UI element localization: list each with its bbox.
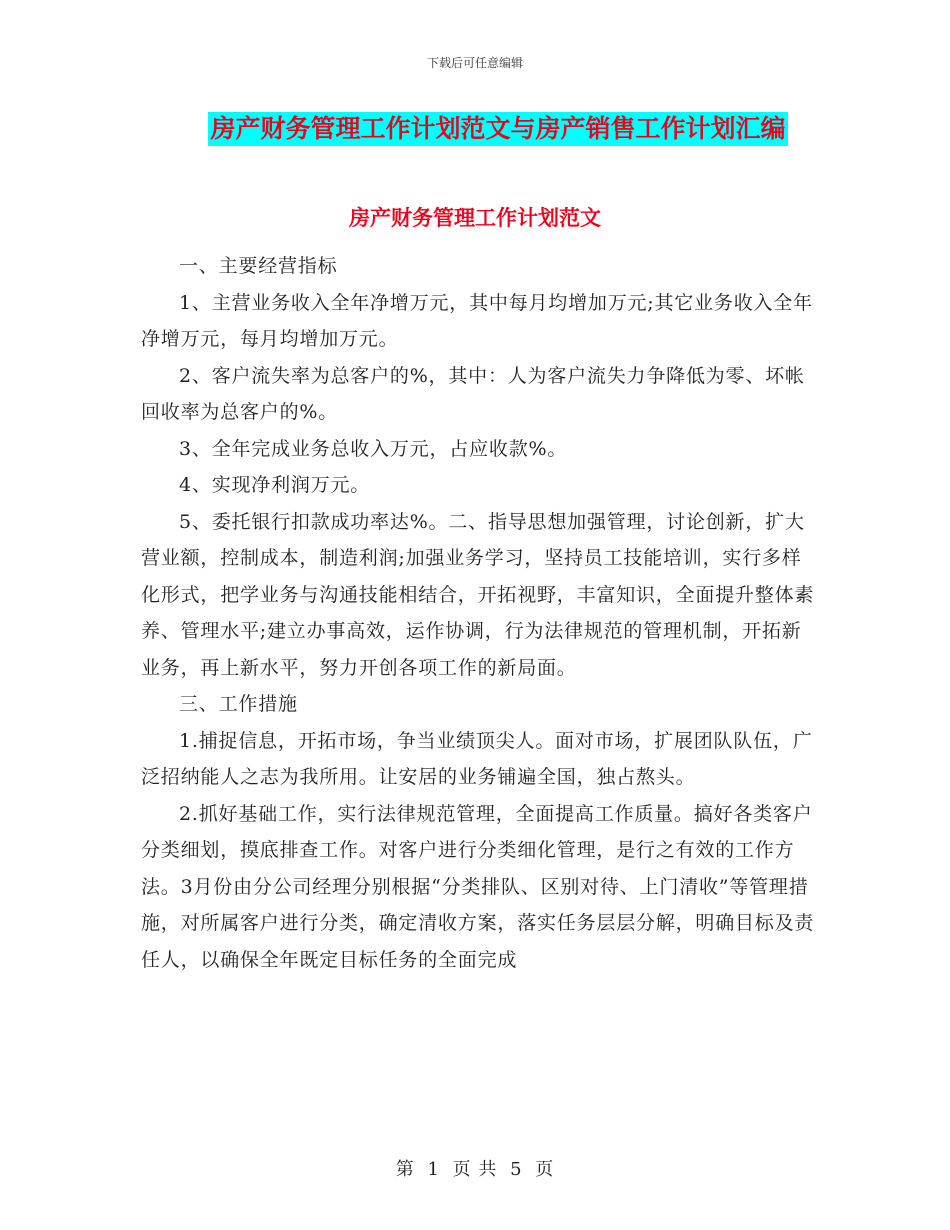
paragraph-5: 5、委托银行扣款成功率达%。二、指导思想加强管理，讨论创新，扩大营业额，控制成本，制造利润;加强业务学习，坚持员工技能培训，实行多样化形式，把学业务与沟通技能相结合，开拓视野，丰富知识，全面提升整体素养、管理水平;建立办事高效，运作协调，行为法律规范的管理机制，开拓新业务，再上新水平，努力开创各项工作的新局面。	[141, 510, 815, 679]
total-pages: 5	[510, 1159, 523, 1180]
paragraph-heading-3: 三、工作措施	[179, 693, 298, 715]
main-title: 房产财务管理工作计划范文与房产销售工作计划汇编	[208, 112, 787, 146]
paragraph-3: 3、全年完成业务总收入万元，占应收款%。	[179, 437, 568, 460]
footer-suffix: 页	[535, 1159, 555, 1180]
paragraph-1: 1、主营业务收入全年净增万元，其中每月均增加万元;其它业务收入全年净增万元，每月均增加万元。	[141, 291, 813, 350]
paragraph-2: 2、客户流失率为总客户的%，其中：人为客户流失力争降低为零、坏帐回收率为总客户的%。	[141, 364, 805, 423]
footer-mid: 页 共	[452, 1159, 498, 1180]
document-body	[141, 248, 816, 978]
paragraph-measure-1: 1.捕捉信息，开拓市场，争当业绩顶尖人。面对市场，扩展团队队伍，广泛招纳能人之志为我所用。让安居的业务铺遍全国，独占熬头。	[141, 729, 813, 788]
section-title: 房产财务管理工作计划范文	[349, 206, 601, 230]
paragraph-measure-2: 2.抓好基础工作，实行法律规范管理，全面提高工作质量。搞好各类客户分类细划，摸底排查工作。对客户进行分类细化管理，是行之有效的工作方法。3月份由分公司经理分别根据“分类排队、区别对待、上门清收”等管理措施，对所属客户进行分类，确定清收方案，落实任务层层分解，明确目标及责任人，以确保全年既定目标任务的全面完成	[141, 802, 815, 971]
header-note: 下载后可任意编辑	[426, 56, 523, 70]
page-number: 1	[427, 1159, 440, 1180]
paragraph-heading-1: 一、主要经营指标	[179, 255, 338, 277]
footer-prefix: 第	[395, 1159, 415, 1180]
page-footer	[0, 1155, 950, 1181]
paragraph-4: 4、实现净利润万元。	[179, 474, 371, 496]
main-title-wrap	[0, 112, 950, 146]
